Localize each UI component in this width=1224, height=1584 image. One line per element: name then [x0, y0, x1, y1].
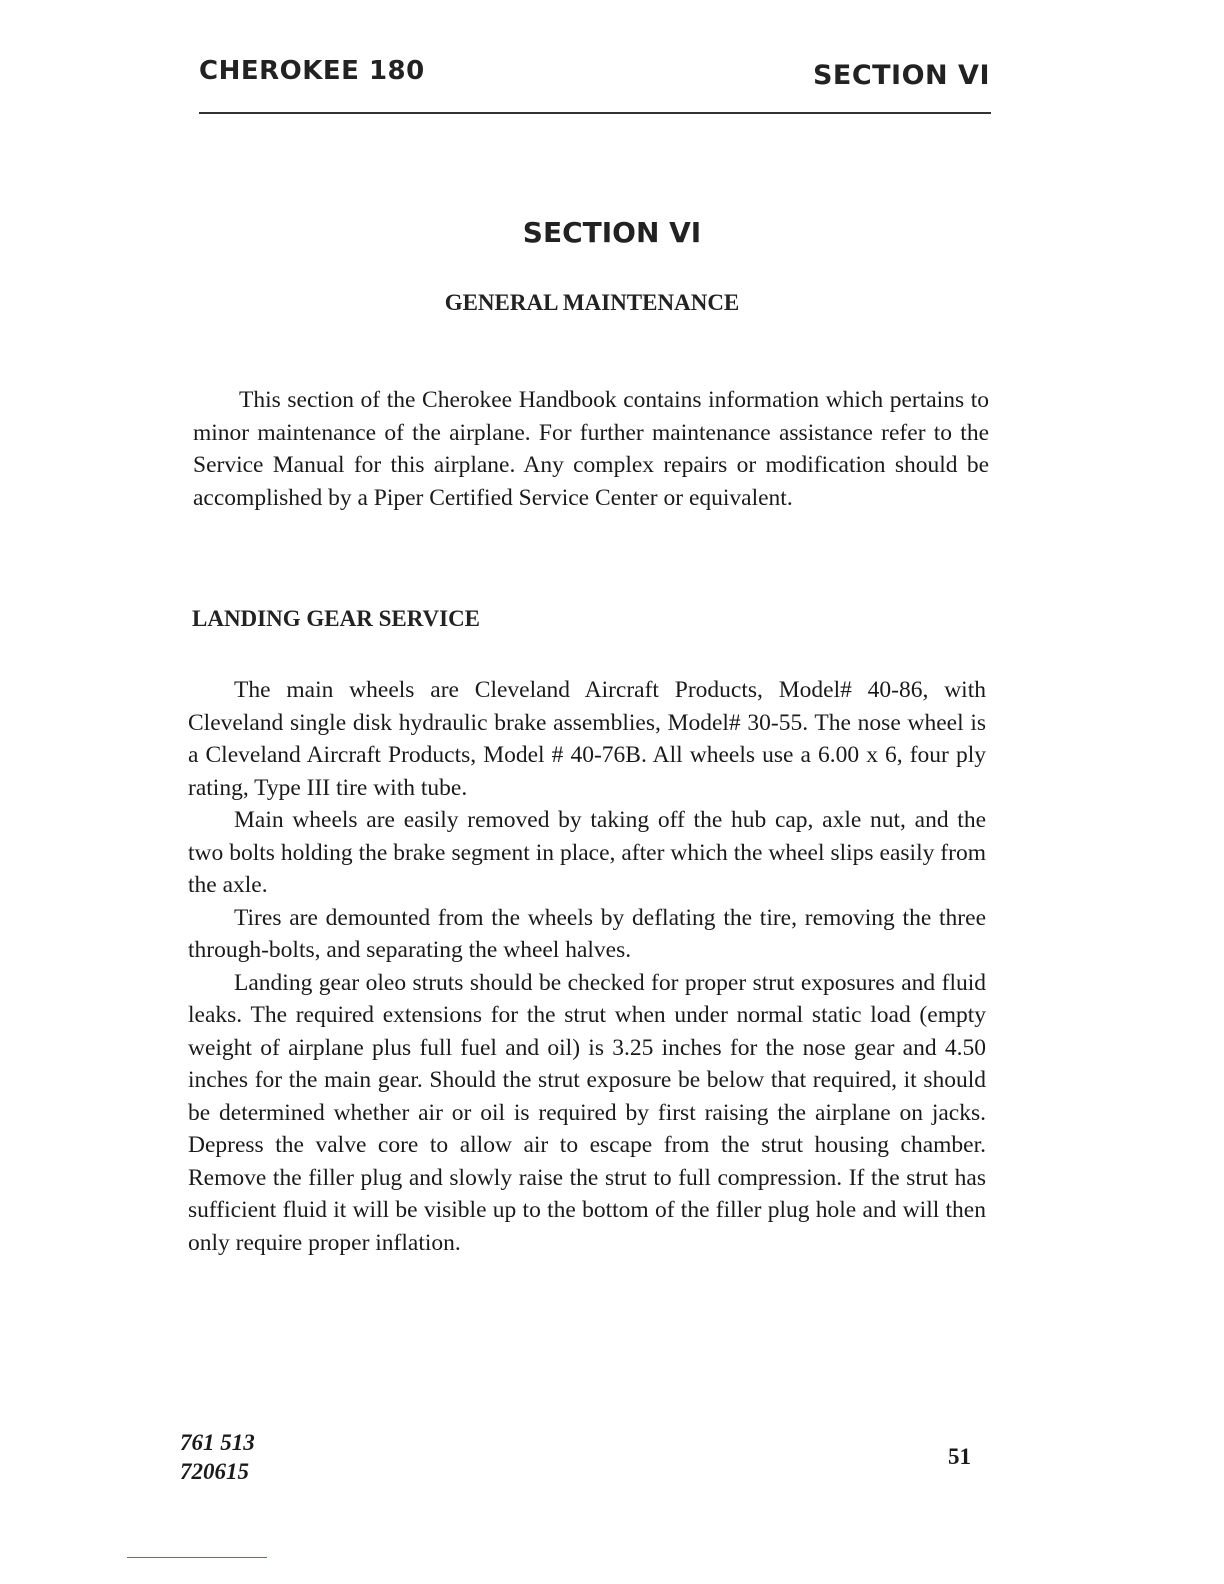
- section-title: [0, 216, 1224, 249]
- document-code: [180, 1428, 255, 1486]
- landing-gear-paragraph-removal: Main wheels are easily removed by taking off the hub cap, axle nut, and the two bolts holding the brake segment in place, after which the wheel slips easily from the axle.: [188, 807, 986, 898]
- running-header-section: SECTION VI: [812, 60, 990, 91]
- page-number: 51: [948, 1444, 971, 1469]
- document-code-line-1: 761 513: [180, 1430, 255, 1455]
- document-code-line-2: 720615: [180, 1459, 249, 1484]
- landing-gear-body: [188, 674, 986, 1259]
- intro-block: [193, 384, 989, 514]
- intro-paragraph: This section of the Cherokee Handbook contains information which pertains to minor maintenance of the airplane. For further maintenance assistance refer to the Service Manual for this airplane. Any complex repairs or modification should be accomplished by a Piper Certified Service Center or equivalent.: [193, 387, 989, 511]
- footnote-rule: [127, 1557, 267, 1558]
- landing-gear-paragraph-tires: Tires are demounted from the wheels by deflating the tire, removing the three through-bolts, and separating the wheel halves.: [188, 904, 986, 963]
- landing-gear-heading: LANDING GEAR SERVICE: [192, 606, 481, 631]
- running-header-title: CHEROKEE 180: [199, 56, 425, 86]
- landing-gear-paragraph-wheels: The main wheels are Cleveland Aircraft Products, Model# 40-86, with Cleveland single disk hydraulic brake assemblies, Model# 30-55. The nose wheel is a Cleveland Aircraft Products, Model # 40-76B. All wheels use a 6.00 x 6, four ply rating, Type III tire with tube.: [188, 677, 986, 801]
- section-subtitle: GENERAL MAINTENANCE: [444, 290, 740, 315]
- landing-gear-paragraph-struts: Landing gear oleo struts should be checked for proper strut exposures and fluid leaks. The required extensions for the strut when under normal static load (empty weight of airplane plus full fuel and oil) is 3.25 inches for the nose gear and 4.50 inches for the main gear. Should the strut exposure be below that required, it should be determined whether air or oil is required by first raising the airplane on jacks. Depress the valve core to allow air to escape from the strut housing chamber. Remove the filler plug and slowly raise the strut to full compression. If the strut has sufficient fluid it will be visible up to the bottom of the filler plug hole and will then only require proper inflation.: [188, 969, 986, 1256]
- header-divider: [199, 112, 991, 114]
- section-title-text: SECTION VI: [522, 216, 702, 249]
